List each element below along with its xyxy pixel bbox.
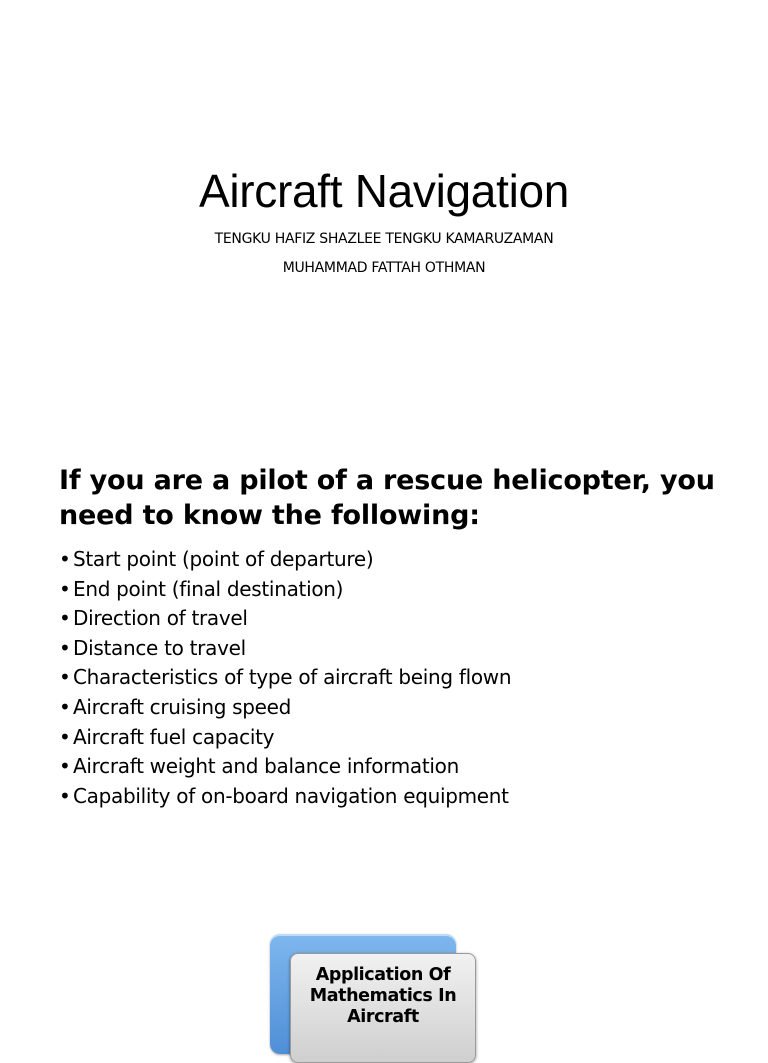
- bullet-icon: •: [59, 635, 71, 660]
- list-item: [59, 723, 511, 753]
- bullet-icon: •: [59, 547, 71, 571]
- bullet-icon: •: [59, 724, 71, 749]
- list-item: [59, 604, 511, 634]
- bullet-icon: •: [59, 754, 71, 779]
- list-item-text: End point (final destination): [73, 576, 344, 601]
- diagram-box-line-3: Aircraft: [347, 1007, 419, 1027]
- list-item-text: Characteristics of type of aircraft being flown: [73, 665, 512, 690]
- list-item-text: Start point (point of departure): [73, 547, 374, 571]
- list-item-text: Aircraft weight and balance information: [73, 754, 459, 779]
- list-item: [59, 663, 511, 693]
- bullet-icon: •: [59, 576, 71, 601]
- list-item: [59, 693, 511, 723]
- requirements-heading: If you are a pilot of a rescue helicopter, you need to know the following:: [59, 465, 715, 531]
- bullet-icon: •: [59, 665, 71, 690]
- list-item: [59, 545, 511, 575]
- list-item: [59, 782, 511, 812]
- list-item: [59, 634, 511, 664]
- list-item-text: Capability of on-board navigation equipment: [73, 783, 509, 808]
- list-item-text: Aircraft cruising speed: [73, 694, 292, 719]
- diagram-inner-box: [290, 953, 476, 1063]
- list-item-text: Direction of travel: [73, 606, 248, 631]
- bullet-icon: •: [59, 783, 71, 808]
- author-name-2: MUHAMMAD FATTAH OTHMAN: [282, 260, 486, 276]
- bullet-icon: •: [59, 694, 71, 719]
- diagram-box-line-1: Application Of: [315, 965, 451, 985]
- requirements-list: [59, 545, 511, 811]
- diagram-box-line-2: Mathematics In: [309, 986, 457, 1006]
- list-item: [59, 575, 511, 605]
- author-name-1: TENGKU HAFIZ SHAZLEE TENGKU KAMARUZAMAN: [214, 231, 554, 247]
- list-item-text: Aircraft fuel capacity: [73, 724, 275, 749]
- list-item: [59, 752, 511, 782]
- bullet-icon: •: [59, 606, 71, 631]
- list-item-text: Distance to travel: [73, 635, 246, 660]
- presentation-title: Aircraft Navigation: [198, 165, 570, 217]
